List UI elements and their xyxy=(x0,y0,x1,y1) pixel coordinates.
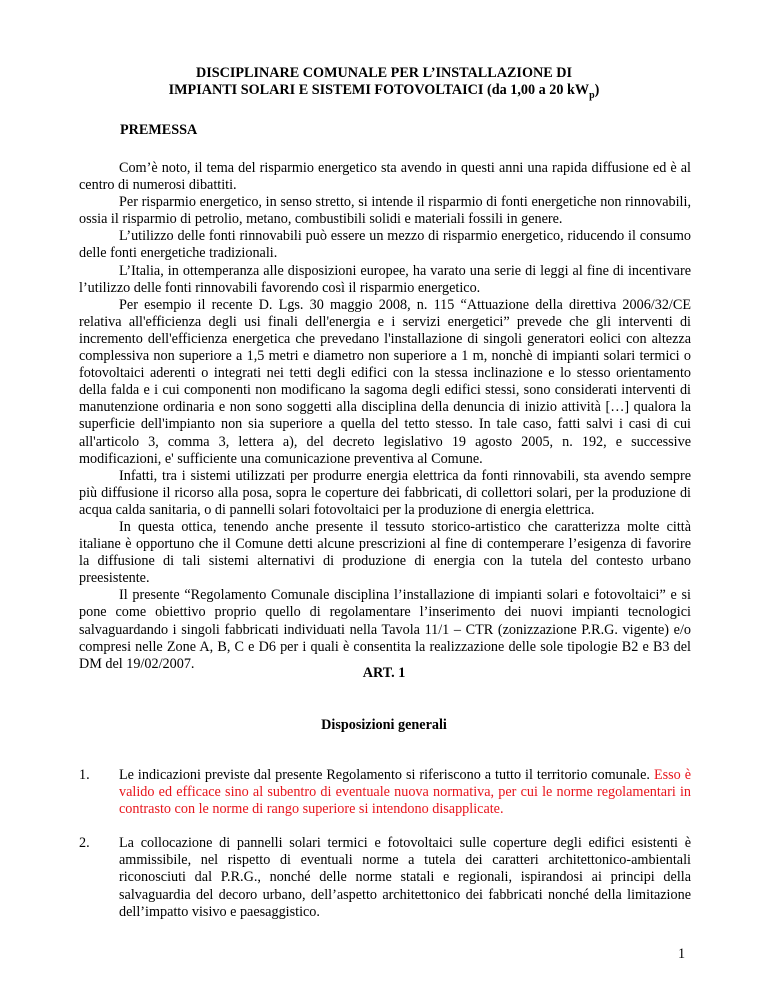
title-subscript: p xyxy=(589,89,595,101)
paragraph: Infatti, tra i sistemi utilizzati per produrre energia elettrica da fonti rinnovabili, sta avendo sempre più diffusione il ricorso alla posa, sopra le coperture dei fabbricati, di collettori solari, per la produzione di acqua calda sanitaria, o di pannelli solari fotovoltaici per la produzione di energia elettrica. xyxy=(79,467,691,518)
premessa-body xyxy=(79,160,691,673)
premessa-heading: PREMESSA xyxy=(120,122,198,138)
paragraph: Per esempio il recente D. Lgs. 30 maggio 2008, n. 115 “Attuazione della direttiva 2006/32/CE relativa all'efficienza degli usi finali dell'energia e i servizi energetici” prevede che gli interventi di incremento dell'efficienza energetica che prevedano l'installazione di singoli generatori eolici con altezza complessiva non superiore a 1,5 metri e diametro non superiore a 1 m, nonchè di impianti solari termici o fotovoltaici aderenti o integrati nei tetti degli edifici con la stessa inclinazione e lo stesso orientamento della falda e i cui componenti non modificano la sagoma degli edifici stessi, sono considerati interventi di manutenzione ordinaria e non sono soggetti alla disciplina della denuncia di inizio attività […] qualora la superficie dell'impianto non sia superiore a quella del tetto stesso. In tale caso, fatti salvi i casi di cui all'articolo 3, comma 3, lettera a), del decreto legislativo 19 agosto 2005, n. 192, e successive modificazioni, e' sufficiente una comunicazione preventiva al Comune. xyxy=(79,296,691,467)
list-item-number: 1. xyxy=(79,767,90,783)
article-list xyxy=(79,767,691,938)
title-line-2-end: ) xyxy=(594,82,600,98)
paragraph: L’utilizzo delle fonti rinnovabili può essere un mezzo di risparmio energetico, riducendo il consumo delle fonti energetiche tradizionali. xyxy=(79,228,691,262)
paragraph: Il presente “Regolamento Comunale disciplina l’installazione di impianti solari e fotovoltaici” e si pone come obiettivo proprio quello di regolamentare l’inserimento dei nuovi impianti tecnologici salvaguardando i singoli fabbricati individuati nella Tavola 11/1 – CTR (zonizzazione P.R.G. vigente) e/o compresi nelle Zone A, B, C e D6 per i quali è consentita la realizzazione delle sole tipologie B2 e B3 del DM del 19/02/2007. xyxy=(79,587,691,672)
list-item-red-text: Esso è valido ed efficace sino al subentro di eventuale nuova normativa, per cui le norme regolamentari in contrasto con le norme di rango superiore si intendono disapplicate. xyxy=(119,767,692,818)
list-item xyxy=(79,767,691,818)
list-item-text: La collocazione di pannelli solari termici e fotovoltaici sulle coperture degli edifici esistenti è ammissibile, nel rispetto di eventuali norme a tutela dei caratteri architettonico-ambientali riconosciuti dal P.R.G., nonché delle norme statali e regionali, ispirandosi ai principi della salvaguardia del decoro urbano, dell’aspetto architettonico dei fabbricati nonché della limitazione dell’impatto visivo e paesaggistico. xyxy=(119,835,691,920)
list-item-number: 2. xyxy=(79,835,90,852)
paragraph: Per risparmio energetico, in senso stretto, si intende il risparmio di fonti energetiche non rinnovabili, ossia il risparmio di petrolio, metano, combustibili solidi e materiali fossili in genere. xyxy=(79,194,691,228)
title-line-1: DISCIPLINARE COMUNALE PER L’INSTALLAZIONE DI xyxy=(195,65,573,81)
article-subheading: Disposizioni generali xyxy=(321,717,447,733)
list-item-text: Le indicazioni previste dal presente Regolamento si riferiscono a tutto il territorio comunale. xyxy=(119,767,654,783)
title-line-2 xyxy=(0,82,768,104)
article-heading: ART. 1 xyxy=(362,665,406,681)
document-title xyxy=(0,65,768,104)
paragraph: L’Italia, in ottemperanza alle disposizioni europee, ha varato una serie di leggi al fine di incentivare l’utilizzo delle fonti rinnovabili favorendo così il risparmio energetico. xyxy=(79,262,691,296)
paragraph: In questa ottica, tenendo anche presente il tessuto storico-artistico che caratterizza molte città italiane è opportuno che il Comune detti alcune prescrizioni al fine di contemperare l’esigenza di favorire la diffusione di tali sistemi alternativi di produzione di energia con la tutela del contesto urbano preesistente. xyxy=(79,518,691,587)
paragraph: Com’è noto, il tema del risparmio energetico sta avendo in questi anni una rapida diffusione ed è al centro di numerosi dibattiti. xyxy=(79,160,691,194)
title-line-2-text: IMPIANTI SOLARI E SISTEMI FOTOVOLTAICI (da 1,00 a 20 kW xyxy=(168,82,590,98)
list-item xyxy=(79,835,691,920)
page-number: 1 xyxy=(678,946,686,962)
